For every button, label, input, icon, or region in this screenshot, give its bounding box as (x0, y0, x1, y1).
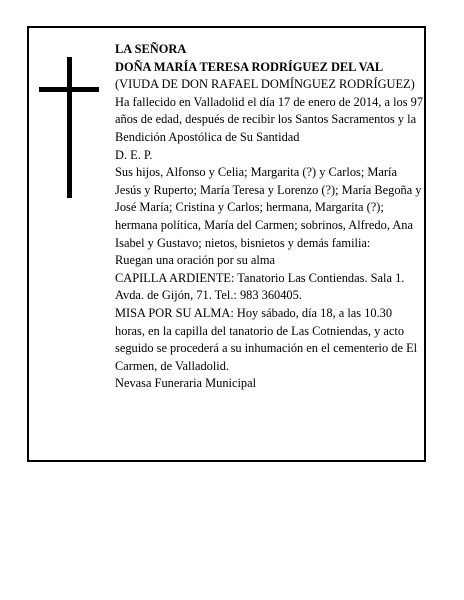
chapel-info: CAPILLA ARDIENTE: Tanatorio Las Contiendas. Sala 1. Avda. de Gijón, 71. Tel.: 983 360405. (115, 270, 405, 303)
latin-cross-icon (39, 57, 99, 198)
mass-info: MISA POR SU ALMA: Hoy sábado, día 18, a las 10.30 horas, en la capilla del tanatorio de Las Cotniendas, y acto seguido se procederá a su inhumación en el cementerio de El Carmen, de Valladolid. (115, 305, 418, 373)
widow-line: (VIUDA DE DON RAFAEL DOMÍNGUEZ RODRÍGUEZ) (115, 77, 415, 92)
notice-text (115, 41, 424, 393)
death-announcement: Ha fallecido en Valladolid el día 17 de enero de 2014, a los 97 años de edad, después de recibir los Santos Sacramentos y la Bendición Apostólica de Su Santidad (115, 94, 424, 144)
obituary-notice (27, 26, 426, 462)
cross-vertical-bar (67, 57, 72, 198)
family-list: Sus hijos, Alfonso y Celia; Margarita (?) y Carlos; María Jesús y Ruperto; María Teresa y Lorenzo (?); María Begoña y José María; Cristina y Carlos; hermana, Margarita (?); hermana política, María del Carmen; sobrinos, Alfredo, Ana Isabel y Gustavo; nietos, bisnietos y demás familia: (115, 165, 422, 250)
rip-line: D. E. P. (115, 147, 153, 162)
funeral-home: Nevasa Funeraria Municipal (115, 376, 257, 391)
notice-heading: LA SEÑORA (115, 42, 187, 56)
cross-horizontal-bar (39, 87, 99, 92)
prayer-request: Ruegan una oración por su alma (115, 253, 275, 268)
deceased-name: DOÑA MARÍA TERESA RODRÍGUEZ DEL VAL (115, 59, 384, 74)
